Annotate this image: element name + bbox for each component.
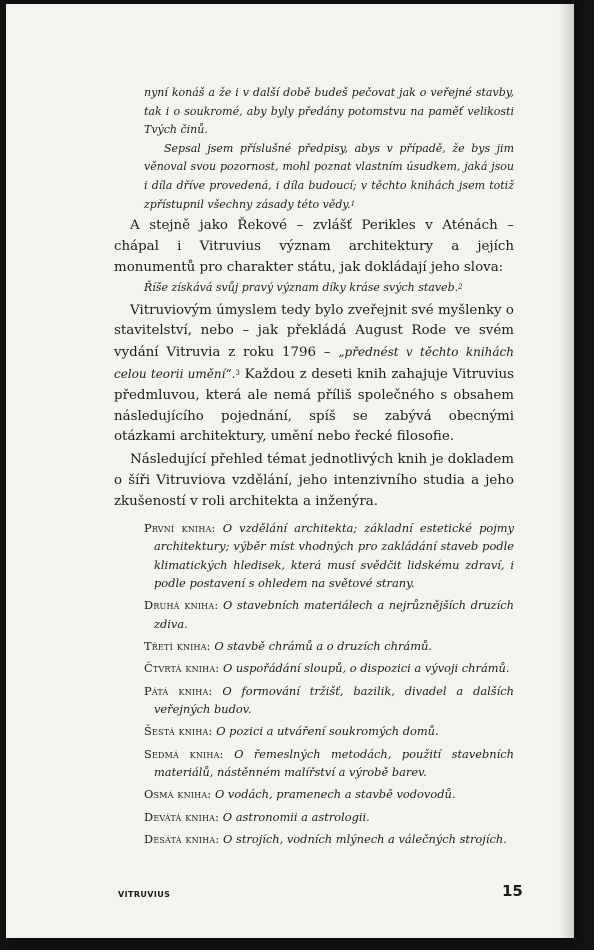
book-item bbox=[114, 659, 514, 678]
book-description: O uspořádání sloupů, o dispozici a vývoji chrámů. bbox=[222, 661, 510, 676]
book-label: Šestá kniha: bbox=[144, 724, 213, 739]
book-label: Pátá kniha: bbox=[144, 683, 213, 698]
book-description: O pozici a utváření soukromých domů. bbox=[216, 724, 439, 739]
book-label: Devátá kniha: bbox=[144, 809, 220, 824]
page-text bbox=[114, 84, 514, 852]
book-label: Čtvrtá kniha: bbox=[144, 661, 220, 676]
footnote-mark: 2 bbox=[458, 282, 463, 291]
book-label: Osmá kniha: bbox=[144, 787, 212, 802]
quote-text: Říše získává svůj pravý význam díky kráse svých staveb. bbox=[144, 280, 459, 294]
book-item bbox=[114, 745, 514, 782]
book-label: První kniha: bbox=[144, 520, 216, 535]
book-item bbox=[114, 785, 514, 804]
book-label: Desátá kniha: bbox=[144, 831, 220, 846]
body-paragraph bbox=[114, 301, 514, 449]
book-item bbox=[114, 596, 514, 633]
body-paragraph: Následující přehled témat jednotlivých knih je dokladem o šíři Vitruviova vzdělání, jeho intenzivního studia a jeho zkušeností v roli architekta a inženýra. bbox=[114, 452, 514, 509]
body-text: Každou z deseti knih zahajuje Vitruvius předmluvou, která ale nemá příliš společného s obsahem následujícího pojednání, spíš se zabývá obecnými otázkami architektury, umění nebo řecké filosofie. bbox=[114, 366, 515, 445]
book-label: Třetí kniha: bbox=[144, 639, 211, 654]
body-paragraph: A stejně jako Řekové – zvlášť Perikles v Aténách – chápal i Vitruvius význam architektury a jejích monumentů pro charakter státu, jak dokládají jeho slova: bbox=[114, 218, 514, 275]
book-label: Sedmá kniha: bbox=[144, 746, 224, 761]
footnote-mark: 1 bbox=[350, 199, 356, 208]
book-description: O astronomii a astrologii. bbox=[222, 809, 370, 824]
quote-continuation: nyní konáš a že i v další době budeš pečovat jak o veřejné stavby, tak i o soukromé, aby byly předány potomstvu na paměť velikosti Tvých činů. bbox=[144, 86, 514, 137]
book-label: Druhá kniha: bbox=[144, 598, 219, 613]
book-page bbox=[6, 4, 574, 938]
book-item bbox=[114, 722, 514, 741]
book-description: O stavebních materiálech a nejrůznějších druzích zdiva. bbox=[154, 598, 515, 632]
book-item bbox=[114, 808, 514, 827]
running-title: VITRUVIUS bbox=[118, 890, 171, 899]
book-item bbox=[114, 830, 514, 849]
book-item bbox=[114, 637, 514, 656]
footnote-mark: 3 bbox=[235, 368, 240, 377]
book-description: O vodách, pramenech a stavbě vodovodů. bbox=[214, 787, 456, 802]
book-item bbox=[114, 519, 514, 593]
book-description: O stavbě chrámů a o druzích chrámů. bbox=[214, 639, 432, 654]
body-text: Vitruviovým úmyslem tedy bylo zveřejnit své myšlenky o stavitelství, nebo – jak překládá August Rode ve svém vydání Vitruvia z roku 1796 – bbox=[114, 302, 514, 361]
book-description: O vzdělání architekta; základní estetické pojmy architektury; výběr míst vhodných pro zakládání staveb podle klimatických hledisek, která musí svědčit lidskému zdraví, i podle postavení s ohledem na světové strany. bbox=[154, 520, 515, 591]
quote-text: Sepsal jsem příslušné předpisy, abys v případě, že bys jim věnoval svou pozornost, mohl poznat vlastním úsudkem, jaká jsou i díla dříve provedená, i díla budoucí; v těchto knihách jsem totiž zpřístupnil všechny zásady této vědy. bbox=[144, 141, 514, 211]
book-item bbox=[114, 682, 514, 719]
page-edge-shadow bbox=[558, 4, 574, 938]
book-list bbox=[114, 519, 514, 849]
book-description: O formování tržišť, bazilik, divadel a dalších veřejných budov. bbox=[154, 683, 514, 717]
inline-quote: „přednést v těchto knihách celou teorii umění“. bbox=[114, 345, 514, 381]
quote-paragraph bbox=[114, 140, 514, 214]
quote-line bbox=[114, 279, 514, 297]
book-description: O strojích, vodních mlýnech a válečných strojích. bbox=[223, 831, 507, 846]
book-description: O řemeslných metodách, použití stavebních materiálů, nástěnném malířství a výrobě barev. bbox=[154, 746, 515, 780]
page-number: 15 bbox=[502, 882, 523, 900]
